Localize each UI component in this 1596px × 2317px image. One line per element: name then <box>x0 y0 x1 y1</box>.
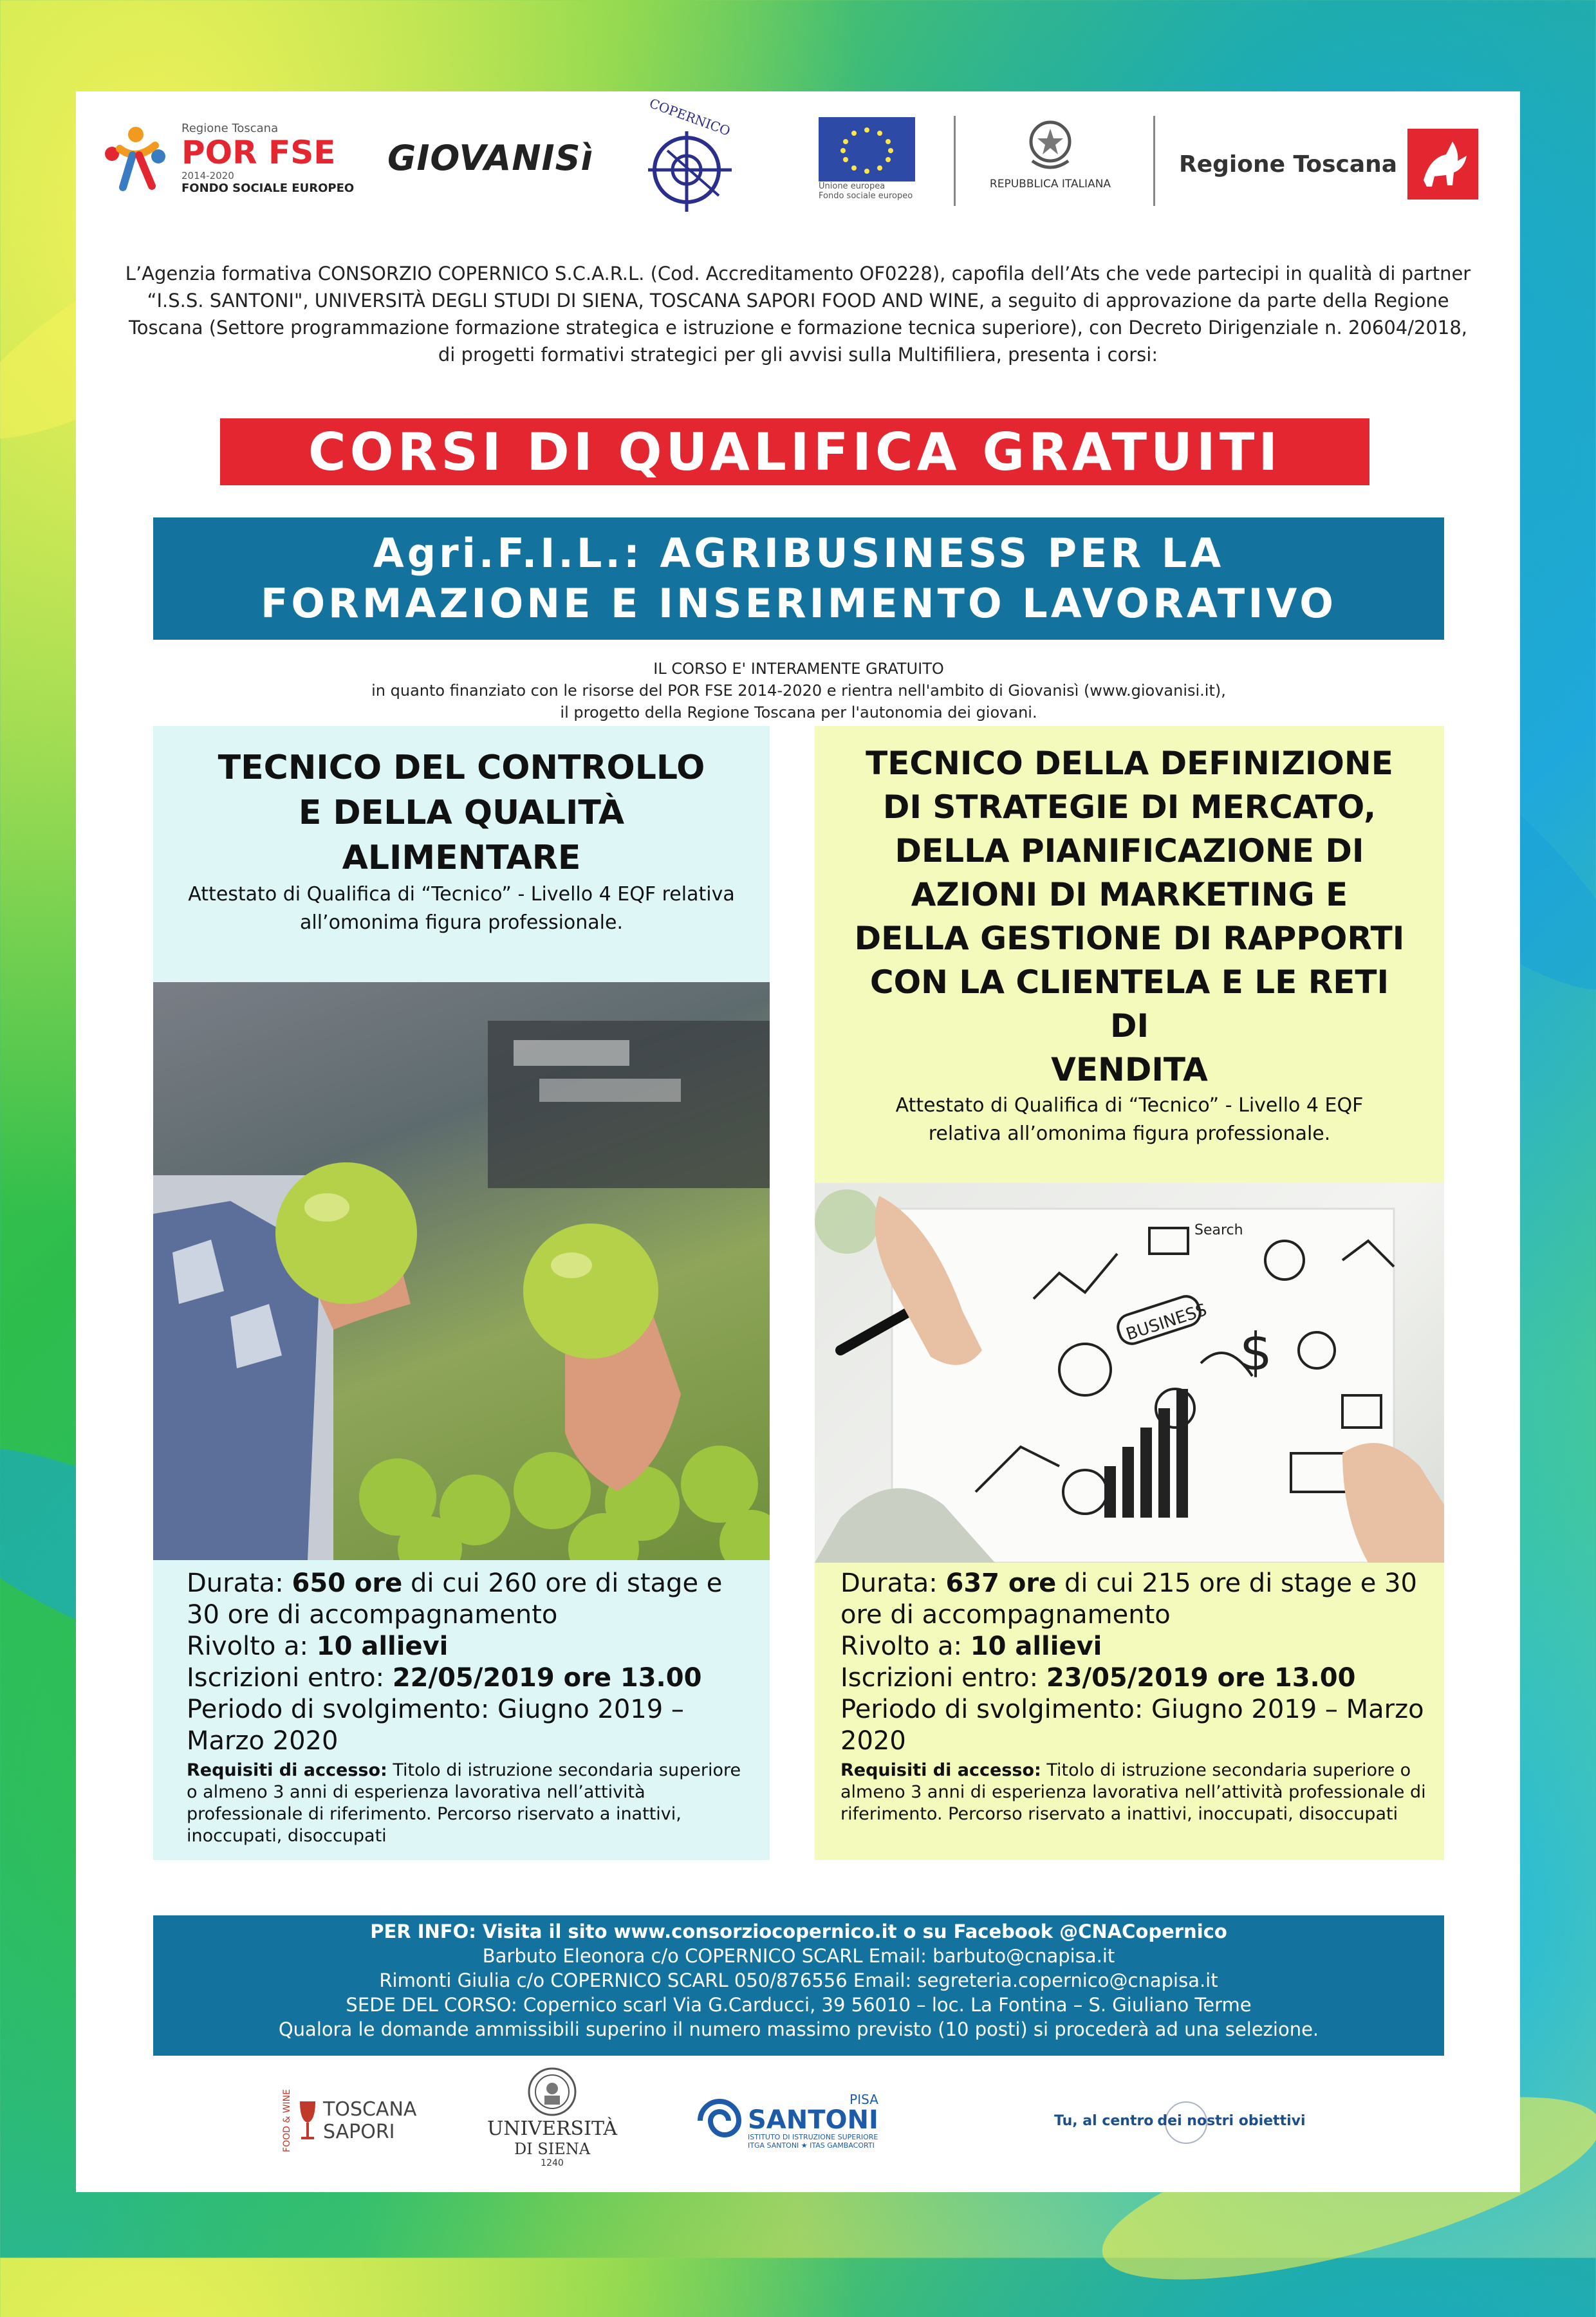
divider <box>1153 116 1155 206</box>
info-line-contact-1: Barbuto Eleonora c/o COPERNICO SCARL Email: barbuto@cnapisa.it <box>482 1945 1115 1967</box>
iscrizioni-label: Iscrizioni entro: <box>187 1663 393 1693</box>
iscrizioni-value: 23/05/2019 ore 13.00 <box>1046 1663 1356 1693</box>
free-course-note <box>153 658 1444 723</box>
rivolto-label: Rivolto a: <box>187 1632 317 1661</box>
eu-text-1: Unione europea <box>819 181 886 191</box>
requisiti-label: Requisiti di accesso: <box>187 1760 387 1780</box>
toscana-sapori-line-2: SAPORI <box>323 2121 395 2143</box>
partner-logos <box>153 2066 1444 2175</box>
course-subtitle-line: Attestato di Qualifica di “Tecnico” - Livello 4 EQF <box>895 1094 1364 1117</box>
unisi-logo <box>488 2066 617 2175</box>
project-title <box>153 517 1444 640</box>
info-line-selection: Qualora le domande ammissibili superino il numero massimo previsto (10 posti) si procederà ad una selezione. <box>278 2018 1319 2040</box>
repubblica-logo <box>973 116 1127 212</box>
course-details <box>840 1568 1426 1825</box>
divider <box>954 116 956 206</box>
info-box <box>153 1915 1444 2056</box>
rivolto-label: Rivolto a: <box>840 1632 970 1661</box>
course-subtitle-line: Attestato di Qualifica di “Tecnico” - Livello 4 EQF relativa <box>188 883 735 906</box>
free-note-line: IL CORSO E' INTERAMENTE GRATUITO <box>653 660 944 678</box>
course-subtitle-line: relativa all’omonima figura professionale. <box>928 1122 1331 1145</box>
course-heading <box>815 741 1444 1148</box>
marketing-sketch-photo <box>815 1183 1444 1563</box>
free-note-line: in quanto finanziato con le risorse del POR FSE 2014-2020 e rientra nell'ambito di Giovanisì (www.giovanisi.it), <box>371 682 1226 700</box>
unisi-line-1: UNIVERSITÀ <box>487 2117 617 2140</box>
course-title-line: TECNICO DELLA DEFINIZIONE <box>866 745 1393 782</box>
info-line-contact-2: Rimonti Giulia c/o COPERNICO SCARL 050/876556 Email: segreteria.copernico@cnapisa.it <box>379 1969 1218 1991</box>
course-title-line: CON LA CLIENTELA E LE RETI <box>869 963 1389 1001</box>
course-title-line: DI STRATEGIE DI MERCATO, <box>882 788 1377 826</box>
giovanisi-text: GIOVANISì <box>387 137 594 178</box>
rivolto-value: 10 allievi <box>970 1632 1102 1661</box>
emblem-icon <box>1025 116 1076 174</box>
requisiti <box>840 1760 1426 1825</box>
rivolto-row <box>187 1631 753 1662</box>
course-card-marketing <box>815 726 1444 1860</box>
durata-row <box>187 1568 753 1631</box>
iscrizioni-value: 22/05/2019 ore 13.00 <box>392 1663 702 1693</box>
copernico-logo <box>632 95 748 219</box>
requisiti <box>187 1760 753 1847</box>
durata-value: 650 ore <box>292 1568 403 1598</box>
unisi-line-2: DI SIENA <box>514 2140 591 2158</box>
periodo-row: Periodo di svolgimento: Giugno 2019 – Marzo 2020 <box>187 1695 684 1756</box>
marketing-illustration <box>815 1183 1444 1563</box>
regione-text: Regione Toscana <box>1179 151 1398 178</box>
rivolto-row <box>840 1631 1426 1662</box>
course-title-line: E DELLA QUALITÀ <box>298 794 625 832</box>
banner-text: CORSI DI QUALIFICA GRATUITI <box>308 422 1282 482</box>
durata-row <box>840 1568 1426 1631</box>
iscrizioni-label: Iscrizioni entro: <box>840 1663 1046 1693</box>
regione-toscana-logo <box>1179 129 1478 200</box>
intro-paragraph <box>97 260 1499 368</box>
course-title-line: TECNICO DEL CONTROLLO <box>218 749 705 787</box>
main-banner <box>220 418 1369 485</box>
durata-rest: di cui 260 ore di stage e 30 ore di accompagnamento <box>187 1568 723 1630</box>
header-logos <box>91 95 1481 225</box>
santoni-swirl-icon <box>694 2095 745 2146</box>
iscrizioni-row <box>187 1662 753 1694</box>
course-subtitle-line: all’omonima figura professionale. <box>300 911 623 934</box>
por-fse-bottom: FONDO SOCIALE EUROPEO <box>181 181 355 195</box>
cna-logo <box>1054 2092 1306 2150</box>
por-fse-top: Regione Toscana <box>181 122 279 135</box>
dollar-label: $ <box>1239 1322 1272 1382</box>
wine-glass-icon <box>295 2098 320 2143</box>
copernico-text: COPERNICO <box>647 95 733 139</box>
apples-illustration <box>153 982 770 1560</box>
unisi-year: 1240 <box>541 2158 564 2168</box>
durata-label: Durata: <box>187 1568 292 1598</box>
intro-line: “I.S.S. SANTONI", UNIVERSITÀ DEGLI STUDI DI SIENA, TOSCANA SAPORI FOOD AND WINE, a seguito di approvazione da parte della Regione <box>147 290 1449 312</box>
toscana-sapori-vertical: FOOD & WINE <box>282 2089 292 2152</box>
durata-label: Durata: <box>840 1568 946 1598</box>
santoni-line-2: ITGA SANTONI ★ ITAS GAMBACORTI <box>748 2141 875 2150</box>
course-card-quality <box>153 726 770 1860</box>
copernico-icon <box>642 125 738 215</box>
santoni-line-1: ISTITUTO DI ISTRUZIONE SUPERIORE <box>748 2133 878 2141</box>
info-line-visit: PER INFO: Visita il sito www.consorziocopernico.it o su Facebook @CNACopernico <box>370 1921 1227 1942</box>
course-title-line: VENDITA <box>1051 1051 1208 1088</box>
project-title-line-1: Agri.F.I.L.: AGRIBUSINESS PER LA <box>373 530 1225 577</box>
eu-text-2: Fondo sociale europeo <box>819 191 913 201</box>
intro-line: Toscana (Settore programmazione formazione strategica e istruzione e formazione tecnica superiore), con Decreto Dirigenziale n. 20604/2018, <box>128 317 1468 339</box>
periodo-row: Periodo di svolgimento: Giugno 2019 – Marzo 2020 <box>840 1695 1424 1756</box>
toscana-sapori-line-1: TOSCANA <box>323 2098 417 2121</box>
course-title-line: AZIONI DI MARKETING E <box>911 876 1348 913</box>
durata-value: 637 ore <box>945 1568 1057 1598</box>
durata-rest: di cui 215 ore di stage e 30 ore di accompagnamento <box>840 1568 1417 1630</box>
pegasus-icon <box>1407 129 1478 200</box>
santoni-name: SANTONI <box>748 2105 878 2135</box>
course-title-line: DELLA PIANIFICAZIONE DI <box>895 832 1364 870</box>
cna-slogan-1: Tu, al centro <box>1054 2112 1154 2129</box>
toscana-sapori-logo <box>282 2072 416 2169</box>
requisiti-text: Titolo di istruzione secondaria superiore o almeno 3 anni di esperienza lavorativa nell’attività professionale di riferimento. Percorso riservato a inattivi, inoccupati, disoccupati <box>187 1760 741 1846</box>
unisi-seal-icon <box>526 2066 578 2117</box>
giovanisi-logo <box>387 129 593 187</box>
cna-slogan-2: dei nostri obiettivi <box>1157 2112 1306 2129</box>
por-fse-years: 2014-2020 <box>181 170 234 181</box>
course-details <box>187 1568 753 1847</box>
search-label: Search <box>1194 1222 1243 1238</box>
santoni-logo <box>694 2072 880 2169</box>
course-title-line: DI <box>1109 1007 1149 1045</box>
eu-logo <box>819 117 922 207</box>
free-note-line: il progetto della Regione Toscana per l'autonomia dei giovani. <box>560 703 1037 721</box>
repubblica-text: REPUBBLICA ITALIANA <box>989 178 1111 191</box>
business-label: BUSINESS <box>1124 1300 1210 1345</box>
por-fse-logo <box>94 113 364 203</box>
project-title-line-2: FORMAZIONE E INSERIMENTO LAVORATIVO <box>260 580 1337 627</box>
intro-line: L’Agenzia formativa CONSORZIO COPERNICO S.C.A.R.L. (Cod. Accreditamento OF0228), capofila dell’Ats che vede partecipi in qualità di partner <box>125 263 1471 284</box>
santoni-pisa: PISA <box>849 2092 878 2107</box>
por-fse-title: POR FSE <box>181 134 336 171</box>
iscrizioni-row <box>840 1662 1426 1694</box>
por-fse-icon <box>94 116 178 200</box>
eu-flag-icon <box>819 117 915 181</box>
intro-line: di progetti formativi strategici per gli avvisi sulla Multifiliera, presenta i corsi: <box>438 344 1158 366</box>
course-heading <box>153 745 770 937</box>
requisiti-text: Titolo di istruzione secondaria superiore o almeno 3 anni di esperienza lavorativa nell’attività professionale di riferimento. Percorso riservato a inattivi, inoccupati, disoccupati <box>840 1760 1426 1824</box>
course-title-line: ALIMENTARE <box>342 839 581 877</box>
apples-photo <box>153 982 770 1560</box>
requisiti-label: Requisiti di accesso: <box>840 1760 1041 1780</box>
rivolto-value: 10 allievi <box>316 1632 449 1661</box>
info-line-location: SEDE DEL CORSO: Copernico scarl Via G.Carducci, 39 56010 – loc. La Fontina – S. Giuliano Terme <box>346 1994 1252 2016</box>
course-title-line: DELLA GESTIONE DI RAPPORTI <box>854 920 1405 957</box>
